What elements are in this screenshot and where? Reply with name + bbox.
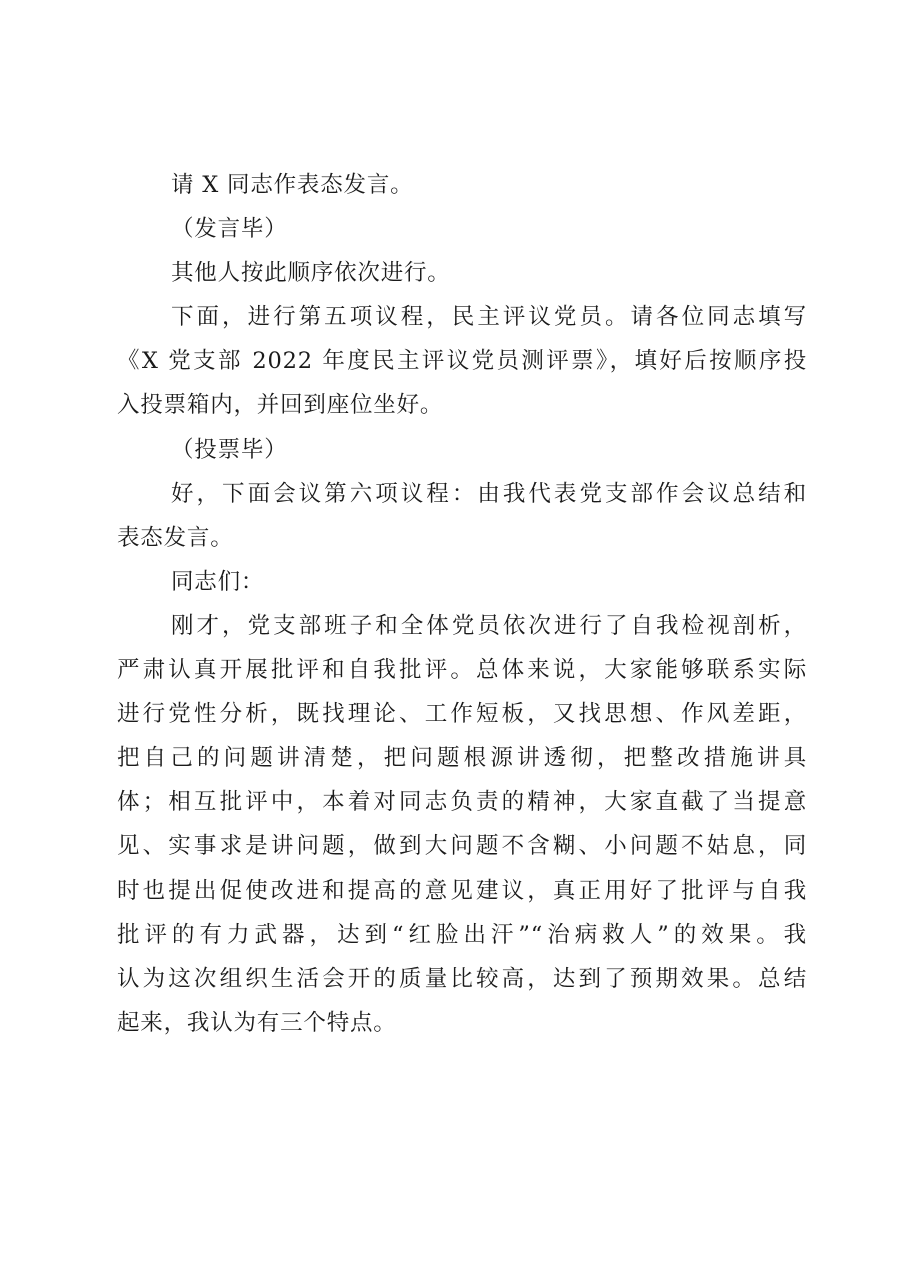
paragraph-agenda-five [117, 295, 807, 427]
text-line: 请 X 同志作表态发言。 [171, 172, 414, 198]
text-line: 表态发言。 [117, 524, 234, 551]
text-line: 体；相互批评中，本着对同志负责的精神，大家直截了当提意 [117, 789, 807, 816]
text-line: 严肃认真开展批评和自我批评。总体来说，大家能够联系实际 [117, 657, 807, 684]
document-body [117, 163, 807, 1045]
text-line: 起来，我认为有三个特点。 [117, 1009, 397, 1036]
text-line: 把自己的问题讲清楚，把问题根源讲透彻，把整改措施讲具 [117, 745, 807, 772]
paragraph-vote-done [117, 428, 807, 472]
text-line: 好，下面会议第六项议程：由我代表党支部作会议总结和 [171, 480, 807, 507]
text-line: 认为这次组织生活会开的质量比较高，达到了预期效果。总结 [117, 965, 807, 992]
paragraph-speech-done [117, 207, 807, 251]
text-line: 其他人按此顺序依次进行。 [171, 260, 451, 287]
text-line: 下面，进行第五项议程，民主评议党员。请各位同志填写 [171, 304, 807, 331]
text-line: 刚才，党支部班子和全体党员依次进行了自我检视剖析， [171, 612, 807, 639]
text-line: 进行党性分析，既找理论、工作短板，又找思想、作风差距， [117, 701, 807, 728]
text-line: 《X 党支部 2022 年度民主评议党员测评票》，填好后按顺序投 [117, 348, 807, 375]
paragraph-summary [117, 604, 807, 1045]
paragraph-salutation [117, 560, 807, 604]
text-line: 入投票箱内，并回到座位坐好。 [117, 392, 444, 419]
text-line: （发言毕） [171, 216, 288, 243]
text-line: 批评的有力武器，达到“红脸出汗”“治病救人”的效果。我 [117, 921, 807, 948]
paragraph-speech-invite [117, 163, 807, 207]
text-line: 时也提出促使改进和提高的意见建议，真正用好了批评与自我 [117, 877, 807, 904]
paragraph-others-order [117, 251, 807, 295]
paragraph-agenda-six [117, 472, 807, 560]
text-line: 同志们： [171, 568, 265, 595]
text-line: （投票毕） [171, 436, 288, 463]
text-line: 见、实事求是讲问题，做到大问题不含糊、小问题不姑息，同 [117, 833, 807, 860]
